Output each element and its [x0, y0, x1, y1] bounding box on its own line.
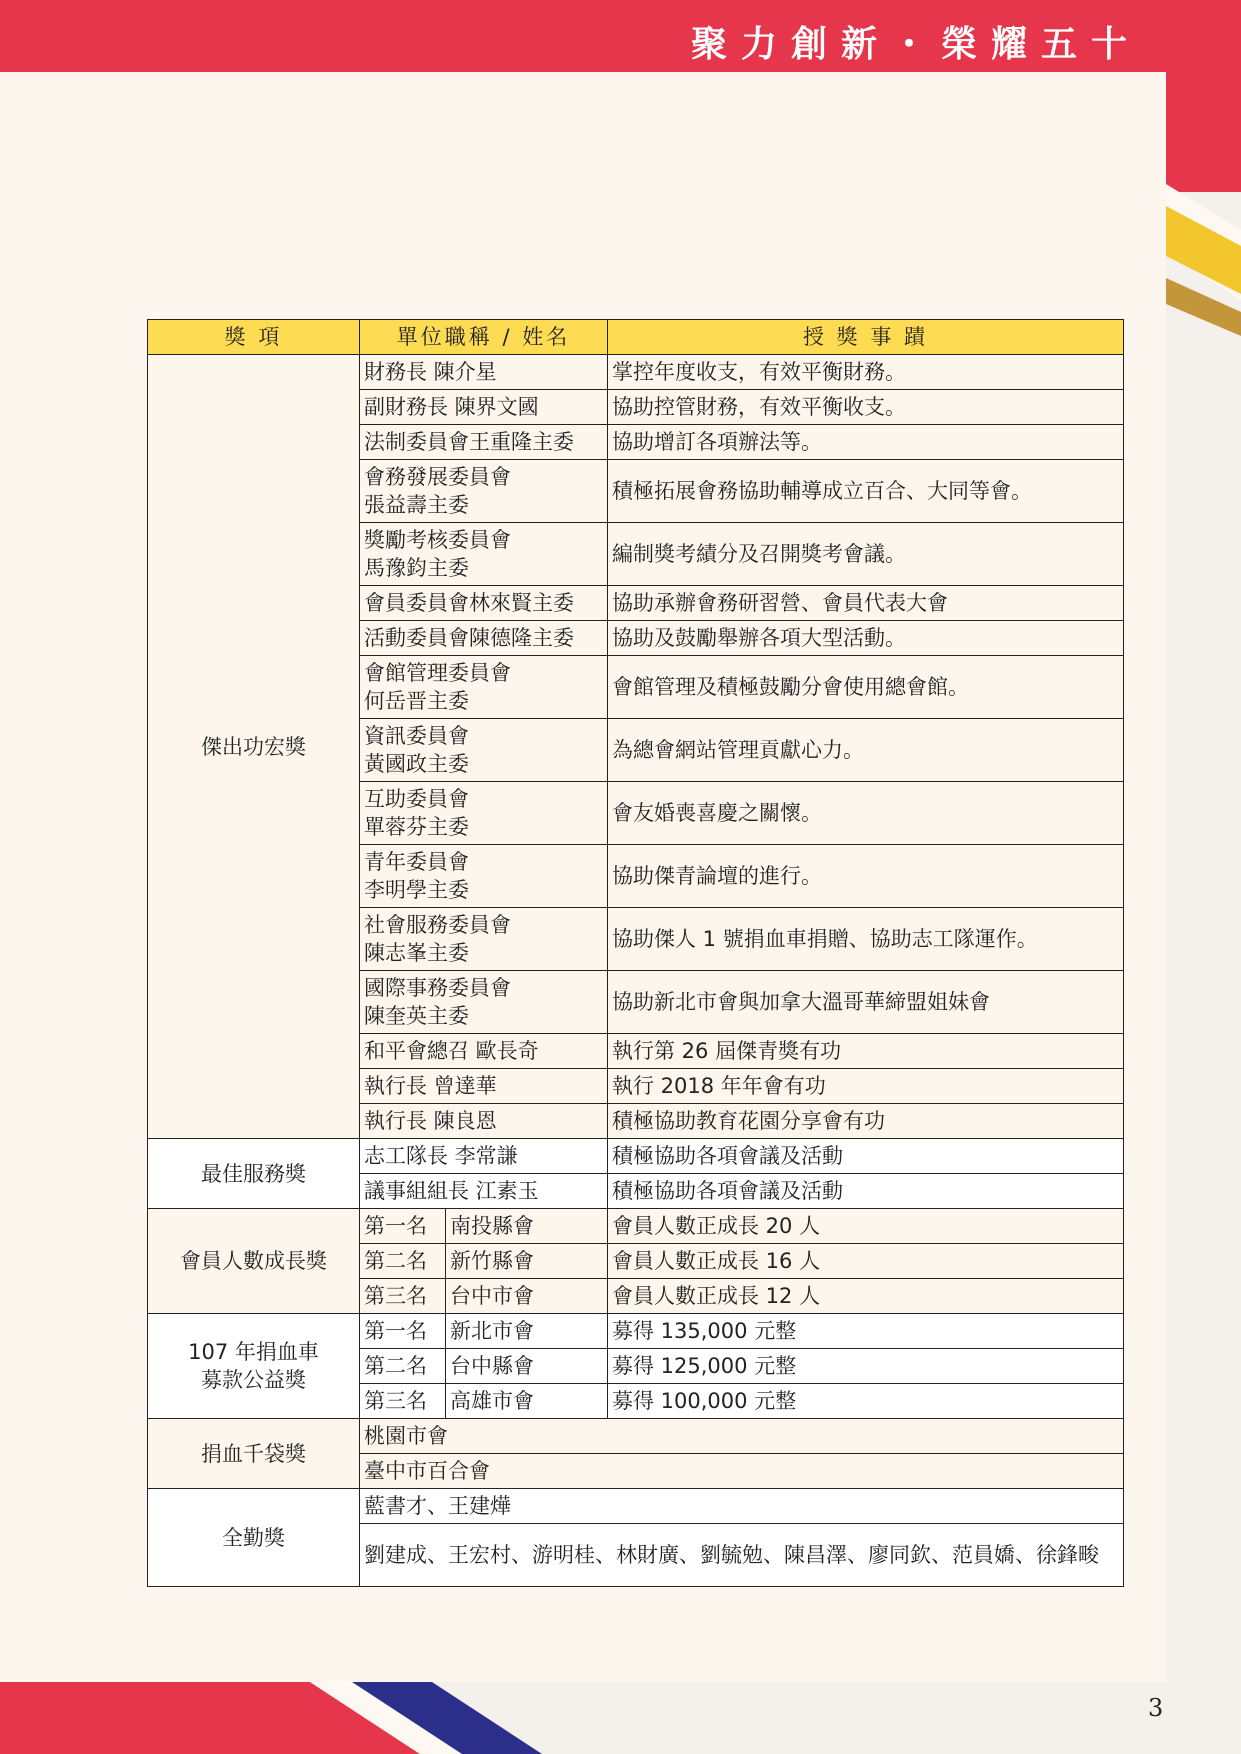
names-cell: 劉建成、王宏村、游明桂、林財廣、劉毓勉、陳昌澤、廖同欽、范員嬌、徐鋒畯 [360, 1524, 1124, 1587]
unit-cell: 和平會總召 歐長奇 [360, 1034, 608, 1069]
rank-cell: 第二名 [360, 1349, 446, 1384]
names-cell: 藍書才、王建燁 [360, 1489, 1124, 1524]
unit-cell: 財務長 陳介星 [360, 355, 608, 390]
deed-cell: 執行 2018 年年會有功 [608, 1069, 1124, 1104]
deed-cell: 募得 125,000 元整 [608, 1349, 1124, 1384]
unit-line: 陳志峯主委 [364, 941, 469, 965]
deed-cell: 協助傑青論壇的進行。 [608, 845, 1124, 908]
category-outstanding: 傑出功宏獎 [148, 355, 360, 1139]
unit-cell [360, 460, 608, 523]
unit-cell: 法制委員會王重隆主委 [360, 425, 608, 460]
unit-line: 單蓉芬主委 [364, 815, 469, 839]
unit-cell [360, 656, 608, 719]
table-row [148, 355, 1124, 390]
category-blood-car [148, 1314, 360, 1419]
unit-line: 馬豫鈞主委 [364, 556, 469, 580]
unit-cell: 志工隊長 李常謙 [360, 1139, 608, 1174]
unit-cell: 執行長 曾達華 [360, 1069, 608, 1104]
unit-cell: 臺中市百合會 [360, 1454, 1124, 1489]
unit-cell: 高雄市會 [446, 1384, 608, 1419]
unit-line: 會務發展委員會 [364, 465, 511, 489]
deed-cell: 積極協助教育花園分享會有功 [608, 1104, 1124, 1139]
unit-cell: 桃園市會 [360, 1419, 1124, 1454]
unit-cell [360, 719, 608, 782]
deed-cell: 積極拓展會務協助輔導成立百合、大同等會。 [608, 460, 1124, 523]
unit-cell: 議事組組長 江素玉 [360, 1174, 608, 1209]
unit-line: 黃國政主委 [364, 752, 469, 776]
unit-cell: 台中市會 [446, 1279, 608, 1314]
deed-cell: 募得 135,000 元整 [608, 1314, 1124, 1349]
unit-cell: 活動委員會陳德隆主委 [360, 621, 608, 656]
category-best-service: 最佳服務獎 [148, 1139, 360, 1209]
unit-cell: 副財務長 陳界文國 [360, 390, 608, 425]
unit-cell [360, 782, 608, 845]
deed-cell: 會員人數正成長 16 人 [608, 1244, 1124, 1279]
unit-cell [360, 523, 608, 586]
table-row [148, 1139, 1124, 1174]
deed-cell: 會員人數正成長 12 人 [608, 1279, 1124, 1314]
category-attendance: 全勤獎 [148, 1489, 360, 1587]
table-row [148, 1314, 1124, 1349]
unit-line: 陳奎英主委 [364, 1004, 469, 1028]
unit-line: 張益壽主委 [364, 493, 469, 517]
deed-cell: 協助新北市會與加拿大溫哥華締盟姐妹會 [608, 971, 1124, 1034]
deed-cell: 募得 100,000 元整 [608, 1384, 1124, 1419]
deed-cell: 協助增訂各項辦法等。 [608, 425, 1124, 460]
unit-cell [360, 845, 608, 908]
category-line: 募款公益獎 [201, 1368, 306, 1392]
unit-cell: 台中縣會 [446, 1349, 608, 1384]
unit-cell: 新竹縣會 [446, 1244, 608, 1279]
header-title: 聚力創新・榮耀五十 [690, 23, 1141, 65]
unit-cell [360, 971, 608, 1034]
unit-cell: 會員委員會林來賢主委 [360, 586, 608, 621]
table-row [148, 1209, 1124, 1244]
table-header-row [148, 320, 1124, 355]
unit-line: 互助委員會 [364, 787, 469, 811]
unit-cell: 南投縣會 [446, 1209, 608, 1244]
deed-cell: 執行第 26 屆傑青獎有功 [608, 1034, 1124, 1069]
category-member-growth: 會員人數成長獎 [148, 1209, 360, 1314]
header-award: 獎 項 [148, 320, 360, 355]
category-blood-bags: 捐血千袋獎 [148, 1419, 360, 1489]
table-row [148, 1419, 1124, 1454]
rank-cell: 第三名 [360, 1279, 446, 1314]
unit-line: 資訊委員會 [364, 724, 469, 748]
page-number: 3 [1148, 1694, 1164, 1722]
deed-cell: 會館管理及積極鼓勵分會使用總會館。 [608, 656, 1124, 719]
table-row [148, 1489, 1124, 1524]
award-table [147, 319, 1124, 1587]
header-deed: 授 獎 事 蹟 [608, 320, 1124, 355]
unit-line: 獎勵考核委員會 [364, 528, 511, 552]
unit-line: 青年委員會 [364, 850, 469, 874]
unit-cell [360, 908, 608, 971]
bottom-decoration [0, 1682, 1241, 1754]
rank-cell: 第二名 [360, 1244, 446, 1279]
category-line: 107 年捐血車 [188, 1340, 319, 1364]
deed-cell: 會員人數正成長 20 人 [608, 1209, 1124, 1244]
deed-cell: 為總會網站管理貢獻心力。 [608, 719, 1124, 782]
deed-cell: 會友婚喪喜慶之關懷。 [608, 782, 1124, 845]
deed-cell: 掌控年度收支，有效平衡財務。 [608, 355, 1124, 390]
unit-line: 李明學主委 [364, 878, 469, 902]
deed-cell: 協助承辦會務研習營、會員代表大會 [608, 586, 1124, 621]
header-unit: 單位職稱 / 姓名 [360, 320, 608, 355]
rank-cell: 第一名 [360, 1209, 446, 1244]
unit-cell: 新北市會 [446, 1314, 608, 1349]
deed-cell: 協助控管財務，有效平衡收支。 [608, 390, 1124, 425]
deed-cell: 協助及鼓勵舉辦各項大型活動。 [608, 621, 1124, 656]
unit-line: 何岳晋主委 [364, 689, 469, 713]
unit-line: 國際事務委員會 [364, 976, 511, 1000]
unit-cell: 執行長 陳良恩 [360, 1104, 608, 1139]
unit-line: 社會服務委員會 [364, 913, 511, 937]
deed-cell: 積極協助各項會議及活動 [608, 1174, 1124, 1209]
rank-cell: 第一名 [360, 1314, 446, 1349]
rank-cell: 第三名 [360, 1384, 446, 1419]
deed-cell: 積極協助各項會議及活動 [608, 1139, 1124, 1174]
deed-cell: 協助傑人 1 號捐血車捐贈、協助志工隊運作。 [608, 908, 1124, 971]
deed-cell: 編制獎考績分及召開獎考會議。 [608, 523, 1124, 586]
unit-line: 會館管理委員會 [364, 661, 511, 685]
